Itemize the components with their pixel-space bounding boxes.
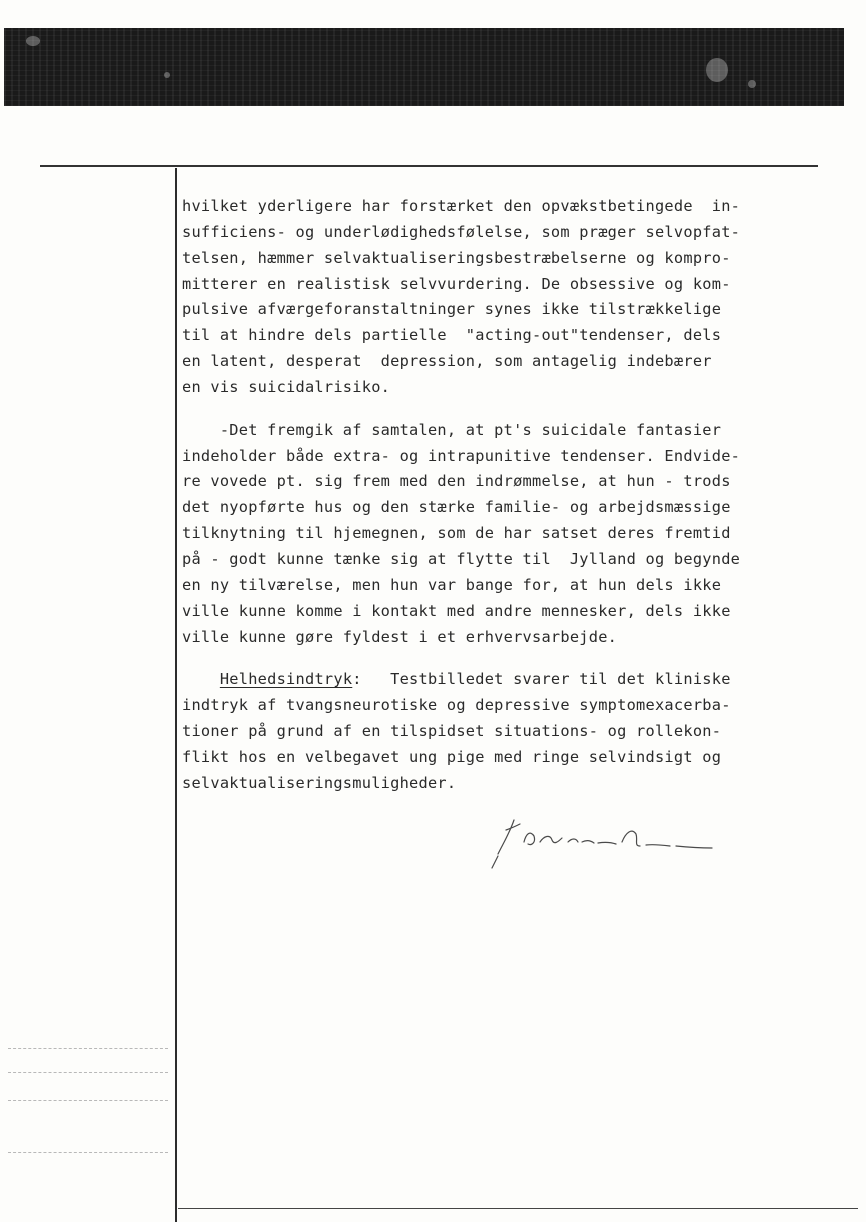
text-line: en ny tilværelse, men hun var bange for, at hun dels ikke: [182, 575, 722, 594]
text-line: -Det fremgik af samtalen, at pt's suicidale fantasier: [182, 420, 722, 439]
text-line: indeholder både extra- og intrapunitive tendenser. Endvide-: [182, 446, 741, 465]
paragraph-3: [182, 667, 844, 796]
text-line: [182, 667, 844, 693]
margin-rule: [175, 168, 177, 1222]
text-line: hvilket yderligere har forstærket den opvækstbetingede in-: [182, 197, 741, 215]
text-line: re vovede pt. sig frem med den indrømmelse, at hun - trods: [182, 472, 731, 491]
text-line: på - godt kunne tænke sig at flytte til Jylland og begynde: [182, 549, 741, 568]
top-rule: [40, 165, 818, 167]
faint-rule: [8, 1100, 168, 1102]
text-line: tilknytning til hjemegnen, som de har satset deres fremtid: [182, 524, 731, 543]
text-line: en latent, desperat depression, som antagelig indebærer: [182, 352, 712, 371]
faint-rule: [8, 1048, 168, 1050]
scanned-header-band: [4, 28, 844, 106]
text-line: pulsive afværgeforanstaltninger synes ikke tilstrækkelige: [182, 300, 722, 319]
text-line: selvaktualiseringsmuligheder.: [182, 773, 457, 792]
handwritten-signature: [486, 812, 736, 882]
section-heading: Helhedsindtryk: [219, 670, 353, 689]
paragraph-2: [182, 418, 844, 651]
text-line: det nyopførte hus og den stærke familie- og arbejdsmæssige: [182, 498, 731, 517]
text-line: ville kunne gøre fyldest i et erhvervsarbejde.: [182, 627, 618, 646]
text-line: ville kunne komme i kontakt med andre mennesker, dels ikke: [182, 601, 731, 620]
text-line: en vis suicidalrisiko.: [182, 377, 391, 396]
text-line: telsen, hæmmer selvaktualiseringsbestræbelserne og kompro-: [182, 248, 731, 267]
document-body: [182, 194, 844, 797]
text-line: flikt hos en velbegavet ung pige med ringe selvindsigt og: [182, 747, 722, 766]
text-line: indtryk af tvangsneurotiske og depressive symptomexacerba-: [182, 696, 731, 715]
text-line: sufficiens- og underlødighedsfølelse, som præger selvopfat-: [182, 222, 741, 241]
faint-rule: [8, 1152, 168, 1154]
text-line: mitterer en realistisk selvvurdering. De obsessive og kom-: [182, 274, 731, 293]
bottom-rule: [178, 1208, 858, 1209]
faint-rule: [8, 1072, 168, 1074]
heading-suffix: : Testbilledet svarer til det kliniske: [352, 670, 731, 689]
text-line: tioner på grund af en tilspidset situations- og rollekon-: [182, 722, 722, 741]
text-line: til at hindre dels partielle "acting-out"tendenser, dels: [182, 326, 722, 345]
paragraph-1: [182, 194, 844, 401]
indent: [182, 670, 220, 688]
